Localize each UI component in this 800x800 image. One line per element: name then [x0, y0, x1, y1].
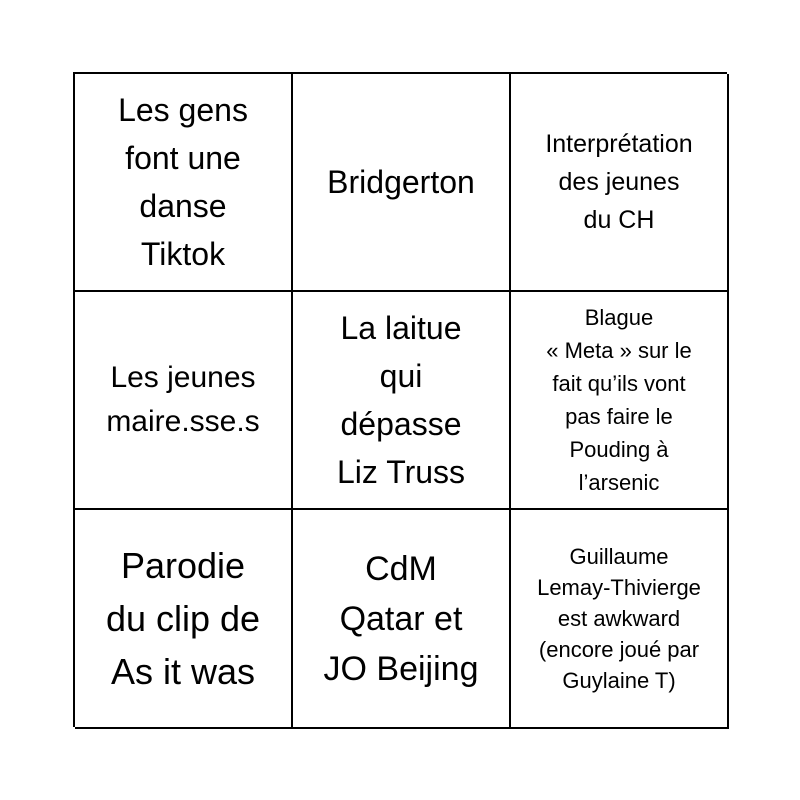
bingo-cell-text: Blague « Meta » sur le fait qu’ils vont pas faire le Pouding à l’arsenic [546, 305, 692, 495]
bingo-cell-text: Bridgerton [327, 164, 475, 200]
bingo-cell-r3c1[interactable] [75, 510, 293, 729]
bingo-cell-r1c2[interactable] [293, 74, 511, 292]
bingo-cell-r1c3[interactable] [511, 74, 729, 292]
bingo-cell-text: Les jeunes maire.sse.s [106, 361, 260, 438]
bingo-cell-text: La laitue qui dépasse Liz Truss [336, 310, 466, 490]
bingo-cell-text: Parodie du clip de As it was [105, 545, 261, 692]
bingo-cell-r3c3[interactable] [511, 510, 729, 729]
bingo-cell-text: CdM Qatar et JO Beijing [323, 549, 479, 688]
bingo-cell-r2c3[interactable] [511, 292, 729, 510]
bingo-cell-r3c2[interactable] [293, 510, 511, 729]
bingo-cell-text: Interprétation des jeunes du CH [545, 130, 693, 234]
bingo-cell-r2c2[interactable] [293, 292, 511, 510]
bingo-cell-r1c1[interactable] [75, 74, 293, 292]
bingo-cell-r2c1[interactable] [75, 292, 293, 510]
bingo-cell-text: Les gens font une danse Tiktok [118, 92, 248, 272]
bingo-board [73, 72, 727, 727]
bingo-cell-text: Guillaume Lemay-Thivierge est awkward (encore joué par Guylaine T) [537, 544, 701, 693]
